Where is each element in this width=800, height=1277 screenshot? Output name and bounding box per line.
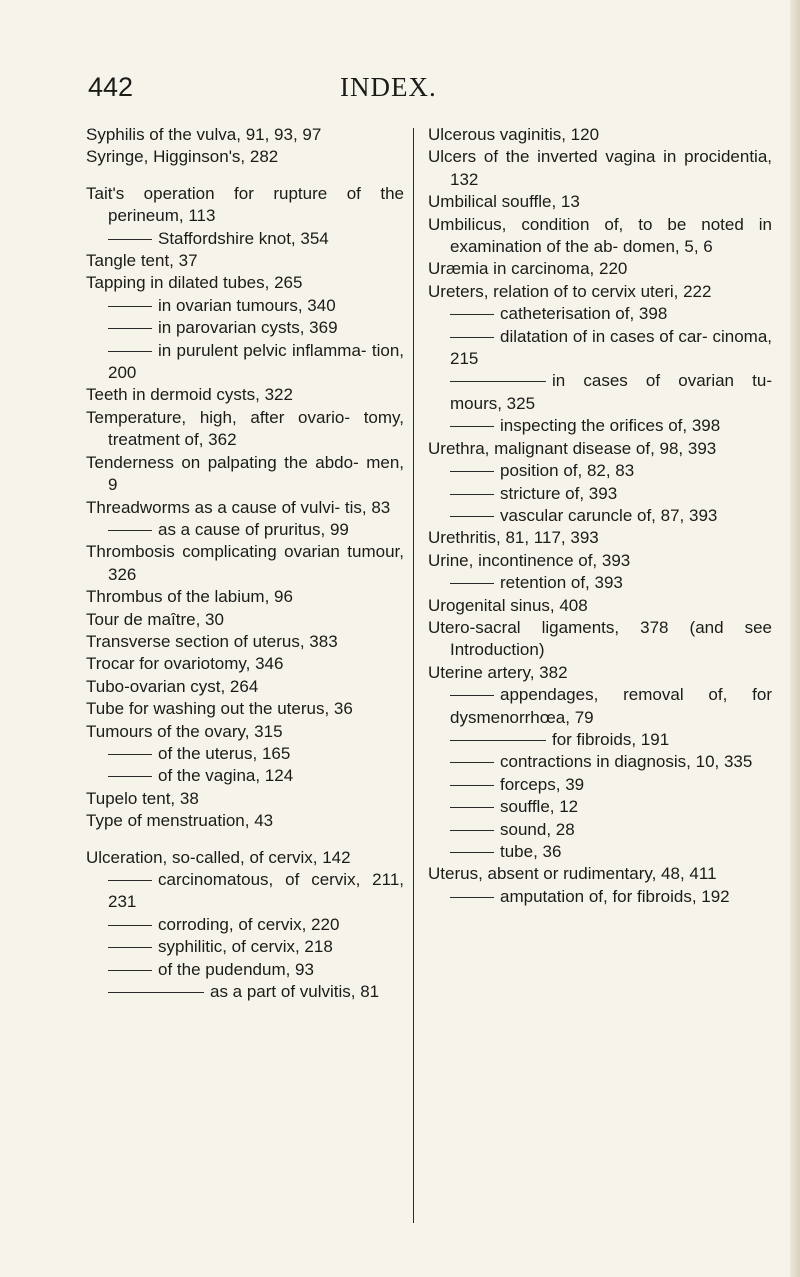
index-entry [428, 595, 772, 617]
entry-text: of the uterus, 165 [158, 743, 291, 763]
entry-text: Umbilical souffle, 13 [428, 192, 580, 212]
index-entry [86, 810, 404, 832]
index-subentry [86, 317, 404, 339]
index-subentry [428, 505, 772, 527]
index-entry [86, 124, 404, 146]
ditto-dash [450, 785, 494, 786]
entry-text: Ureters, relation of to cervix uteri, 222 [428, 281, 712, 301]
ditto-dash [108, 970, 152, 971]
ditto-dash [450, 426, 494, 427]
index-subentry [86, 959, 404, 981]
entry-text: Uterine artery, 382 [428, 662, 568, 682]
ditto-dash [108, 925, 152, 926]
index-entry [428, 258, 772, 280]
entry-text: Tube for washing out the uterus, 36 [86, 699, 353, 719]
entry-text: souffle, 12 [500, 797, 579, 817]
index-subentry [428, 886, 772, 908]
index-entry [86, 721, 404, 743]
running-title: INDEX. [340, 72, 437, 102]
ditto-dash [108, 754, 152, 755]
entry-text: Thrombus of the labium, 96 [86, 587, 293, 607]
entry-text: Tenderness on palpating the abdo- men, 9 [86, 452, 404, 495]
index-entry [86, 497, 404, 519]
entry-text: dilatation of in cases of car- cinoma, 215 [450, 326, 772, 369]
index-entry [86, 146, 404, 168]
index-entry [428, 438, 772, 460]
ditto-dash [450, 762, 494, 763]
entry-text: Temperature, high, after ovario- tomy, treatment of, 362 [86, 407, 404, 450]
entry-text: Trocar for ovariotomy, 346 [86, 654, 284, 674]
index-subentry [428, 684, 772, 729]
index-subentry [86, 981, 404, 1003]
entry-text: Transverse section of uterus, 383 [86, 631, 338, 651]
entry-text: syphilitic, of cervix, 218 [158, 937, 333, 957]
index-entry [428, 124, 772, 146]
entry-text: tube, 36 [500, 842, 562, 861]
entry-text: Syphilis of the vulva, 91, 93, 97 [86, 125, 322, 144]
section-gap [86, 833, 404, 847]
index-entry [86, 631, 404, 653]
section-gap [86, 169, 404, 183]
entry-text: forceps, 39 [500, 774, 585, 794]
entry-text: Ulcers of the inverted vagina in procidentia, 132 [428, 147, 772, 189]
entry-text: Urine, incontinence of, 393 [428, 550, 631, 570]
entry-text: corroding, of cervix, 220 [158, 914, 340, 934]
index-subentry [86, 914, 404, 936]
entry-text: as a cause of pruritus, 99 [158, 519, 349, 539]
entry-text: Uræmia in carcinoma, 220 [428, 259, 628, 279]
entry-text: Tait's operation for rupture of the perineum, 113 [86, 183, 404, 226]
entry-text: of the vagina, 124 [158, 766, 294, 786]
index-column-left [86, 124, 404, 1003]
index-subentry [86, 340, 404, 385]
entry-text: Threadworms as a cause of vulvi- tis, 83 [86, 497, 391, 517]
entry-text: in cases of ovarian tu- mours, 325 [450, 371, 772, 413]
ditto-dash [450, 314, 494, 315]
index-entry [86, 653, 404, 675]
entry-text: Urethra, malignant disease of, 98, 393 [428, 438, 717, 458]
index-subentry [428, 415, 772, 437]
entry-text: in ovarian tumours, 340 [158, 295, 336, 315]
index-entry [428, 281, 772, 303]
index-subentry [428, 729, 772, 751]
entry-text: Teeth in dermoid cysts, 322 [86, 385, 293, 405]
index-subentry [428, 841, 772, 863]
ditto-dash [108, 776, 152, 777]
entry-text: as a part of vulvitis, 81 [210, 982, 380, 1002]
ditto-dash [450, 807, 494, 808]
index-subentry [428, 370, 772, 415]
index-entry [86, 676, 404, 698]
ditto-dash [108, 530, 152, 531]
ditto-dash [450, 381, 546, 382]
entry-text: Tour de maître, 30 [86, 609, 224, 629]
index-entry [428, 662, 772, 684]
index-entry [428, 617, 772, 662]
ditto-dash [108, 992, 204, 993]
entry-text: contractions in diagnosis, 10, 335 [500, 752, 753, 772]
entry-text: Syringe, Higginson's, 282 [86, 147, 279, 167]
index-entry [86, 384, 404, 406]
ditto-dash [450, 494, 494, 495]
page-edge [790, 0, 800, 1277]
index-entry [86, 609, 404, 631]
ditto-dash [450, 830, 494, 831]
entry-text: Umbilicus, condition of, to be noted in examination of the ab- domen, 5, 6 [428, 214, 772, 257]
index-entry [86, 788, 404, 810]
index-subentry [86, 936, 404, 958]
ditto-dash [108, 306, 152, 307]
index-subentry [428, 483, 772, 505]
ditto-dash [450, 516, 494, 517]
ditto-dash [108, 239, 152, 240]
entry-text: Tubo-ovarian cyst, 264 [86, 676, 259, 696]
entry-text: Tapping in dilated tubes, 265 [86, 273, 303, 293]
index-subentry [86, 519, 404, 541]
ditto-dash [108, 947, 152, 948]
index-entry [86, 452, 404, 497]
entry-text: of the pudendum, 93 [158, 959, 314, 979]
index-entry [86, 183, 404, 228]
index-subentry [428, 572, 772, 594]
ditto-dash [450, 471, 494, 472]
entry-text: Type of menstruation, 43 [86, 811, 274, 831]
column-divider [413, 128, 414, 1223]
entry-text: inspecting the orifices of, 398 [500, 416, 721, 436]
ditto-dash [450, 695, 494, 696]
entry-text: Ulceration, so-called, of cervix, 142 [86, 847, 351, 867]
index-entry [428, 214, 772, 259]
entry-text: Tumours of the ovary, 315 [86, 721, 283, 741]
entry-text: Tupelo tent, 38 [86, 788, 199, 808]
entry-text: sound, 28 [500, 819, 575, 839]
page-number: 442 [88, 72, 134, 102]
entry-text: Tangle tent, 37 [86, 251, 198, 271]
entry-text: Thrombosis complicating ovarian tumour, 326 [86, 542, 404, 584]
entry-text: Urethritis, 81, 117, 393 [428, 528, 599, 548]
entry-text: catheterisation of, 398 [500, 304, 668, 324]
entry-text: vascular caruncle of, 87, 393 [500, 505, 718, 525]
index-entry [428, 550, 772, 572]
entry-text: amputation of, for fibroids, 192 [500, 886, 730, 906]
index-entry [86, 698, 404, 720]
entry-text: position of, 82, 83 [500, 461, 635, 481]
index-subentry [428, 326, 772, 371]
entry-text: Staffordshire knot, 354 [158, 228, 329, 248]
index-column-right [428, 124, 772, 908]
entry-text: retention of, 393 [500, 573, 623, 593]
index-subentry [428, 796, 772, 818]
index-subentry [428, 751, 772, 773]
index-subentry [428, 303, 772, 325]
index-subentry [86, 743, 404, 765]
ditto-dash [108, 351, 152, 352]
ditto-dash [450, 852, 494, 853]
index-subentry [86, 295, 404, 317]
index-entry [86, 272, 404, 294]
index-subentry [428, 774, 772, 796]
ditto-dash [450, 583, 494, 584]
entry-text: Ulcerous vaginitis, 120 [428, 125, 600, 144]
ditto-dash [108, 328, 152, 329]
entry-text: Uterus, absent or rudimentary, 48, 411 [428, 864, 717, 884]
entry-text: appendages, removal of, for dysmenorrhœa, 79 [450, 685, 772, 727]
index-subentry [428, 819, 772, 841]
index-subentry [86, 869, 404, 914]
entry-text: Urogenital sinus, 408 [428, 595, 588, 615]
index-entry [428, 527, 772, 549]
index-entry [86, 586, 404, 608]
index-subentry [86, 228, 404, 250]
index-entry [86, 250, 404, 272]
ditto-dash [450, 897, 494, 898]
index-subentry [86, 765, 404, 787]
index-entry [428, 191, 772, 213]
page-header [0, 72, 800, 112]
entry-text: in parovarian cysts, 369 [158, 318, 338, 338]
entry-text: Utero-sacral ligaments, 378 (and see Introduction) [428, 617, 772, 660]
entry-text: stricture of, 393 [500, 483, 618, 503]
index-entry [86, 847, 404, 869]
ditto-dash [450, 337, 494, 338]
index-entry [428, 146, 772, 191]
index-entry [86, 541, 404, 586]
index-subentry [428, 460, 772, 482]
ditto-dash [108, 880, 152, 881]
entry-text: for fibroids, 191 [552, 729, 670, 749]
ditto-dash [450, 740, 546, 741]
index-entry [428, 863, 772, 885]
entry-text: in purulent pelvic inflamma- tion, 200 [108, 340, 404, 383]
index-entry [86, 407, 404, 452]
entry-text: carcinomatous, of cervix, 211, 231 [108, 870, 404, 912]
